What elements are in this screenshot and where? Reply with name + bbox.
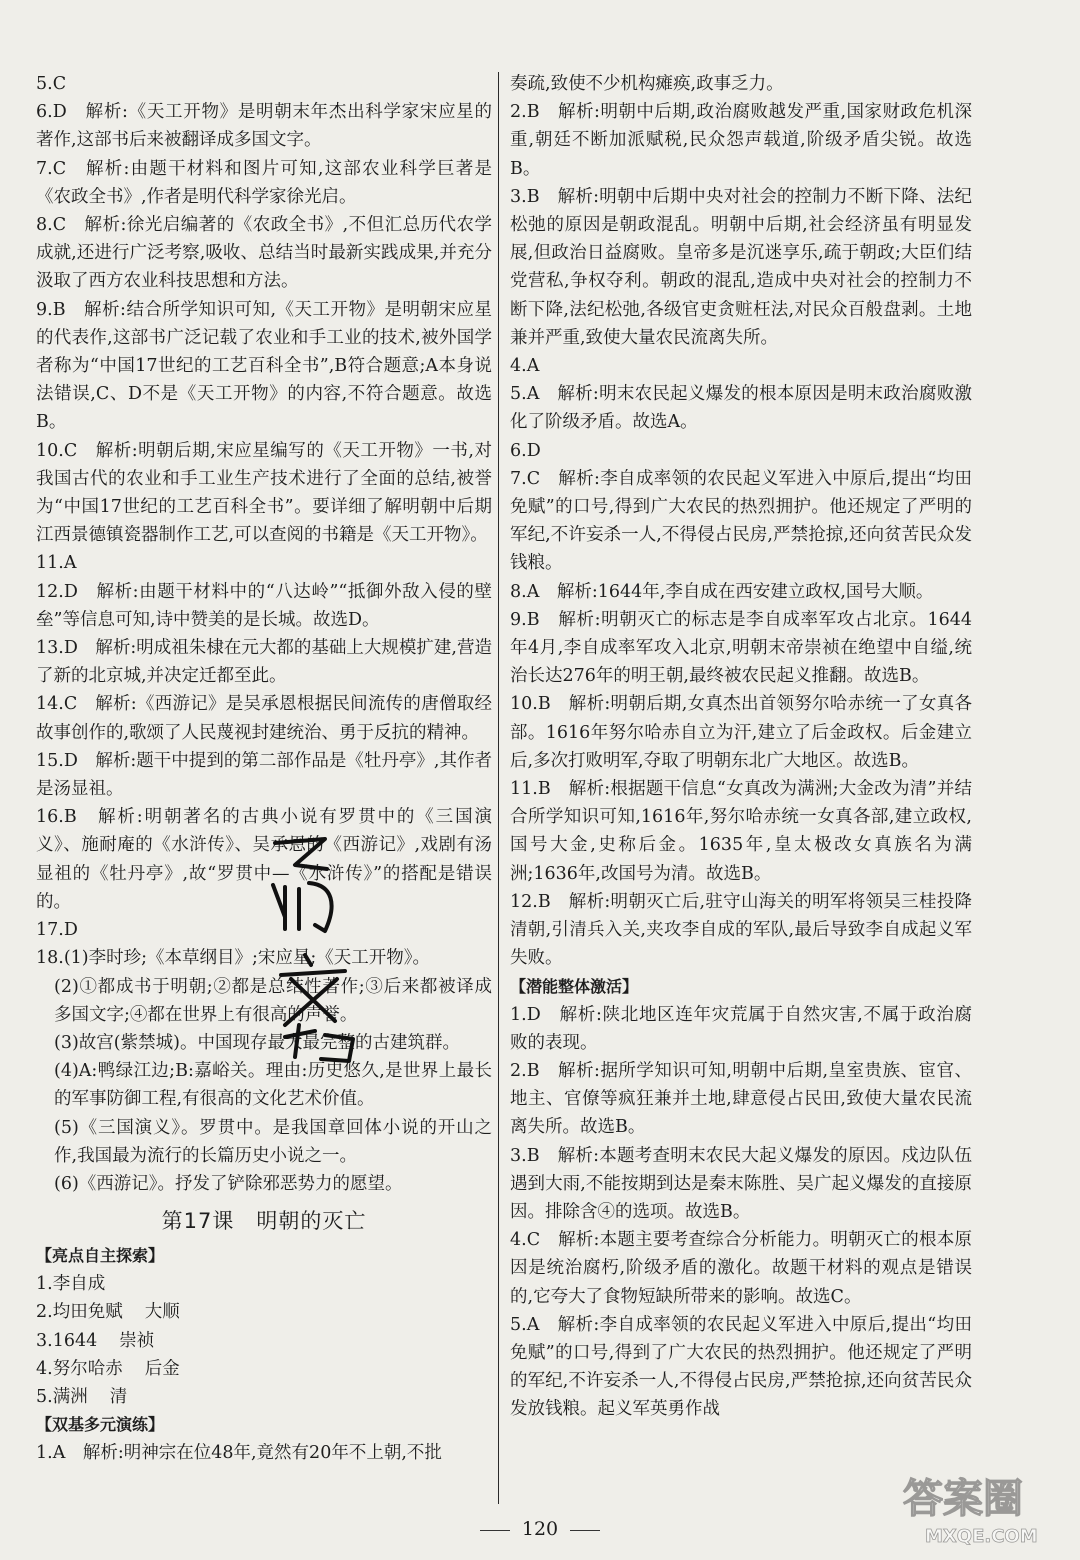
answer-item: 18.(1)李时珍;《本草纲目》;宋应星;《天工开物》。	[36, 948, 431, 969]
answer-subitem: (2)①都成书于明朝;②都是总结性著作;③后来都被译成多国文字;④都在世界上有很高的声誉。	[54, 976, 492, 1025]
answer-item: 8.A 解析:1644年,李自成在西安建立政权,国号大顺。	[510, 581, 934, 602]
answer-item: 2.B 解析:明朝中后期,政治腐败越发严重,国家财政危机深重,朝廷不断加派赋税,民众怨声载道,阶级矛盾尖锐。故选B。	[510, 102, 972, 179]
answer-item: 6.D	[510, 440, 541, 461]
short-answer: 1.李自成	[36, 1274, 106, 1295]
answer-item: 17.D	[36, 920, 78, 941]
answer-item: 6.D 解析:《天工开物》是明朝末年杰出科学家宋应星的著作,这部书后来被翻译成多国文字。	[36, 102, 492, 151]
answer-item: 9.B 解析:明朝灭亡的标志是李自成率军攻占北京。1644年4月,李自成率军攻入北京,明朝末帝崇祯在绝望中自缢,统治长达276年的明王朝,最终被农民起义推翻。故选B。	[510, 609, 972, 687]
answer-subitem: (4)A:鸭绿江边;B:嘉峪关。理由:历史悠久,是世界上最长的军事防御工程,有很高的文化艺术价值。	[54, 1061, 492, 1110]
svg-text:答案圈: 答案圈	[903, 1476, 1023, 1522]
answer-item: 3.B 解析:本题考查明末农民大起义爆发的原因。戍边队伍遇到大雨,不能按期到达是秦末陈胜、吴广起义爆发的直接原因。排除含④的选项。故选B。	[510, 1145, 972, 1222]
answer-item: 8.C 解析:徐光启编著的《农政全书》,不但汇总历代农学成就,还进行广泛考察,吸收、总结当时最新实践成果,并充分汲取了西方农业科技思想和方法。	[36, 215, 492, 292]
answer-item: 2.B 解析:据所学知识可知,明朝中后期,皇室贵族、宦官、地主、官僚等疯狂兼并土地,肆意侵占民田,致使大量农民流离失所。故选B。	[510, 1060, 972, 1138]
short-answer: 4.努尔哈赤 后金	[36, 1358, 180, 1379]
short-answer: 2.均田免赋 大顺	[36, 1302, 180, 1323]
short-answer: 5.满洲 清	[36, 1386, 128, 1407]
answer-item: 12.D 解析:由题干材料中的“八达岭”“抵御外敌入侵的壁垒”等信息可知,诗中赞美的是长城。故选D。	[36, 581, 492, 630]
left-column	[36, 70, 492, 1467]
answer-item: 10.B 解析:明朝后期,女真杰出首领努尔哈赤统一了女真各部。1616年努尔哈赤自立为汗,建立了后金政权。后金建立后,多次打败明军,夺取了明朝东北广大地区。故选B。	[510, 694, 972, 771]
answer-item: 13.D 解析:明成祖朱棣在元大都的基础上大规模扩建,营造了新的北京城,并决定迁都至此。	[36, 638, 492, 687]
svg-text:MXQE.COM: MXQE.COM	[925, 1526, 1038, 1547]
answer-subitem: (6)《西游记》。抒发了铲除邪恶势力的愿望。	[54, 1173, 403, 1194]
answer-item: 5.A 解析:李自成率领的农民起义军进入中原后,提出“均田免赋”的口号,得到了广大农民的热烈拥护。他还规定了严明的军纪,不许妄杀一人,不得侵占民房,严禁抢掠,还向贫苦民众发放钱粮。起义军英勇作战	[510, 1314, 972, 1420]
answer-subitem: (5)《三国演义》。罗贯中。是我国章回体小说的开山之作,我国最为流行的长篇历史小说之一。	[54, 1117, 492, 1166]
answer-item: 16.B 解析:明朝著名的古典小说有罗贯中的《三国演义》、施耐庵的《水浒传》、吴承恩的《西游记》,戏剧有汤显祖的《牡丹亭》,故“罗贯中—《水浒传》”的搭配是错误的。	[36, 807, 492, 912]
page-footer	[0, 1518, 1080, 1540]
short-answer: 3.1644 崇祯	[36, 1330, 155, 1351]
lesson-title: 明朝的灭亡	[256, 1209, 367, 1234]
answer-item: 9.B 解析:结合所学知识可知,《天工开物》是明朝宋应星的代表作,这部书广泛记载了农业和手工业的技术,被外国学者称为“中国17世纪的工艺百科全书”,B符合题意;A本身说法错误,C、D不是《天工开物》的内容,不符合题意。故选B。	[36, 299, 492, 433]
answer-item: 1.D 解析:陕北地区连年灾荒属于自然灾害,不属于政治腐败的表现。	[510, 1004, 972, 1053]
section-title	[36, 1202, 492, 1240]
answer-item: 14.C 解析:《西游记》是吴承恩根据民间流传的唐僧取经故事创作的,歌颂了人民蔑视封建统治、勇于反抗的精神。	[36, 694, 492, 743]
answer-item: 5.A 解析:明末农民起义爆发的根本原因是明末政治腐败激化了阶级矛盾。故选A。	[510, 384, 972, 433]
page-number: 120	[521, 1518, 559, 1540]
answer-item: 7.C 解析:由题干材料和图片可知,这部农业科学巨著是《农政全书》,作者是明代科学家徐光启。	[36, 158, 492, 207]
column-divider	[498, 72, 499, 1504]
answer-item: 1.A 解析:明神宗在位48年,竟然有20年不上朝,不批	[36, 1443, 442, 1464]
lesson-number: 第17课	[161, 1209, 235, 1234]
answer-item: 11.B 解析:根据题干信息“女真改为满洲;大金改为清”并结合所学知识可知,1616年,努尔哈赤统一女真各部,建立政权,国号大金,史称后金。1635年,皇太极改女真族名为满洲;1636年,改国号为清。故选B。	[510, 779, 972, 884]
answer-subitem: (3)故宫(紫禁城)。中国现存最大最完整的古建筑群。	[54, 1032, 460, 1053]
answer-item: 5.C	[36, 74, 67, 94]
sub-heading: 【潜能整体激活】	[510, 976, 639, 996]
sub-heading: 【双基多元演练】	[36, 1415, 165, 1435]
answer-item: 12.B 解析:明朝灭亡后,驻守山海关的明军将领吴三桂投降清朝,引清兵入关,夹攻李自成的军队,最后导致李自成起义军失败。	[510, 891, 972, 969]
answer-item: 15.D 解析:题干中提到的第二部作品是《牡丹亭》,其作者是汤显祖。	[36, 750, 492, 800]
right-column	[510, 70, 972, 1424]
answer-item: 3.B 解析:明朝中后期中央对社会的控制力不断下降、法纪松弛的原因是朝政混乱。明朝中后期,社会经济虽有明显发展,但政治日益腐败。皇帝多是沉迷享乐,疏于朝政;大臣们结党营私,争权夺利。朝政的混乱,造成中央对社会的控制力不断下降,法纪松弛,各级官吏贪赃枉法,对民众百般盘剥。土地兼并严重,致使大量农民流离失所。	[510, 186, 972, 348]
handwriting-mark	[255, 825, 365, 1065]
answer-item: 奏疏,致使不少机构瘫痪,政事乏力。	[510, 74, 784, 94]
answer-item: 7.C 解析:李自成率领的农民起义军进入中原后,提出“均田免赋”的口号,得到广大农民的热烈拥护。他还规定了严明的军纪,不许妄杀一人,不得侵占民房,严禁抢掠,还向贫苦民众发钱粮。	[510, 468, 972, 574]
answer-item: 4.A	[510, 356, 540, 377]
sub-heading: 【亮点自主探索】	[36, 1246, 165, 1266]
answer-item: 4.C 解析:本题主要考查综合分析能力。明朝灭亡的根本原因是统治腐朽,阶级矛盾的激化。故题干材料的观点是错误的,它夸大了食物短缺所带来的影响。故选C。	[510, 1230, 972, 1307]
answer-item: 10.C 解析:明朝后期,宋应星编写的《天工开物》一书,对我国古代的农业和手工业生产技术进行了全面的总结,被誉为“中国17世纪的工艺百科全书”。要详细了解明朝中后期江西景德镇瓷器制作工艺,可以查阅的书籍是《天工开物》。	[36, 440, 492, 546]
answer-item: 11.A	[36, 553, 77, 574]
